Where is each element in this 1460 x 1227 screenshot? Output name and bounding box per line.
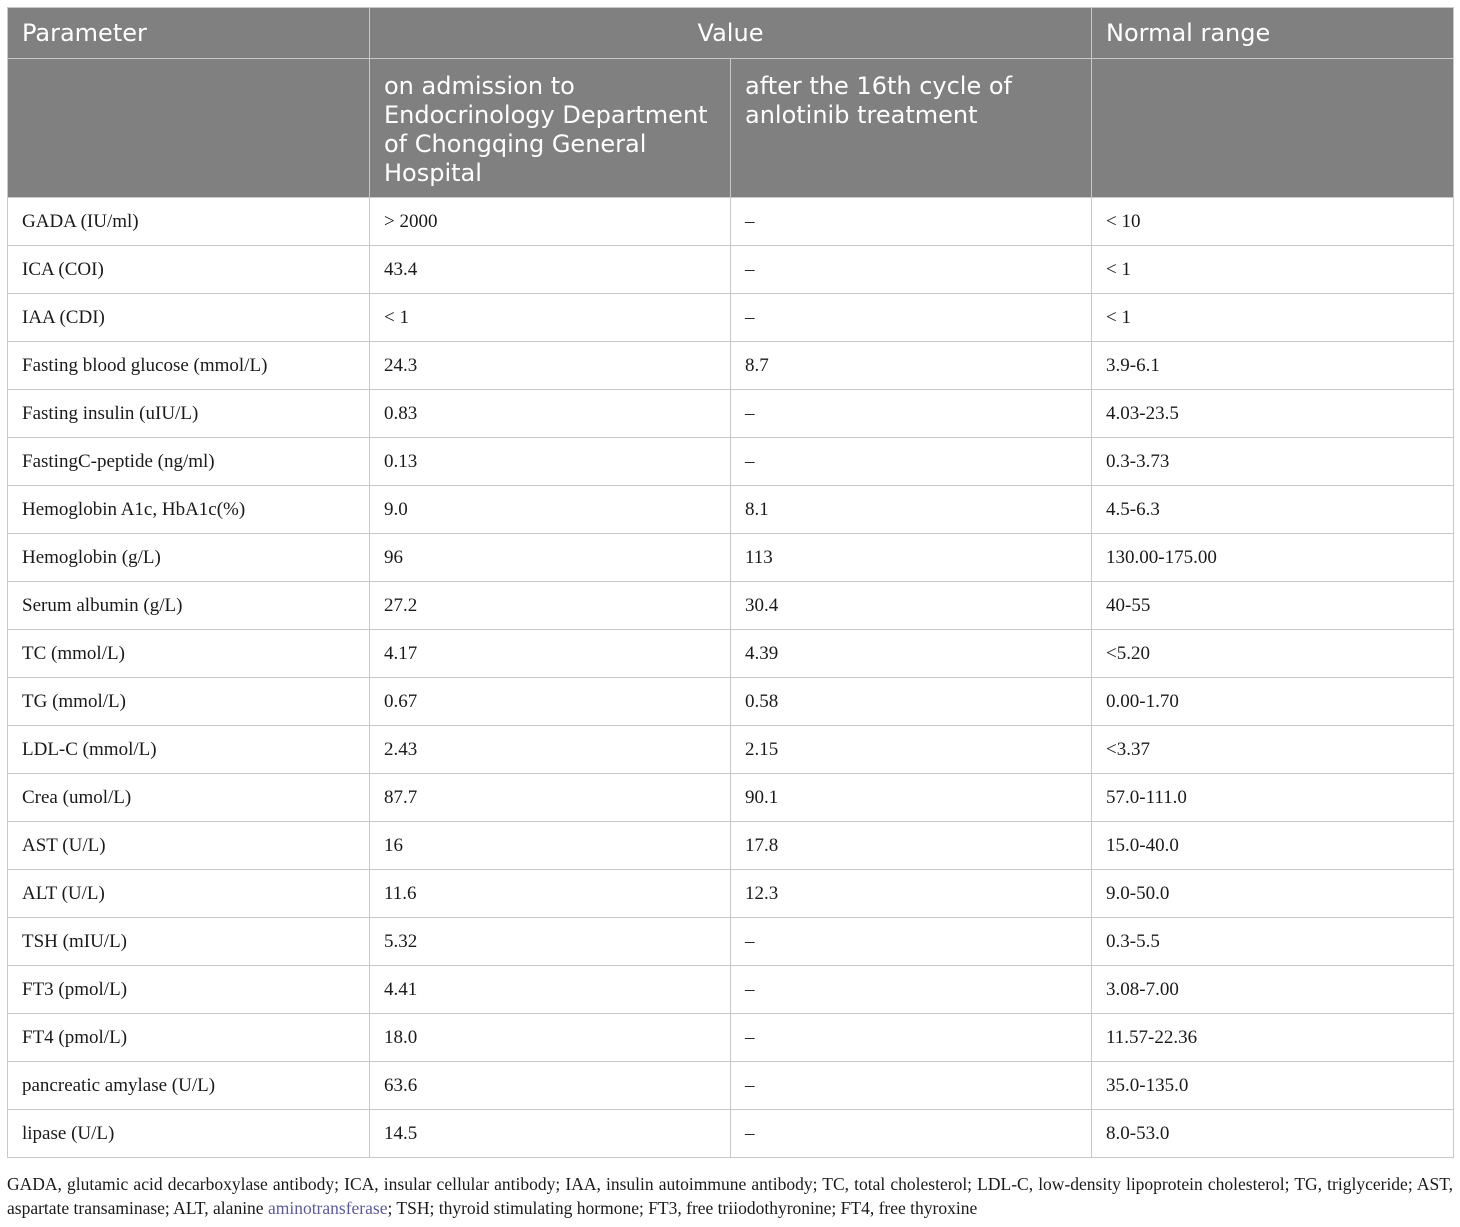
cell-parameter: Hemoglobin (g/L) — [8, 534, 370, 582]
cell-admission: 2.43 — [370, 726, 731, 774]
cell-normal: < 1 — [1092, 294, 1454, 342]
cell-admission: > 2000 — [370, 198, 731, 246]
cell-normal: 57.0-111.0 — [1092, 774, 1454, 822]
table-row — [8, 966, 1454, 1014]
cell-after: – — [731, 198, 1092, 246]
cell-admission: 5.32 — [370, 918, 731, 966]
table-row — [8, 726, 1454, 774]
cell-after: – — [731, 918, 1092, 966]
table-row — [8, 1110, 1454, 1158]
cell-normal: <5.20 — [1092, 630, 1454, 678]
header-row-1 — [8, 8, 1454, 59]
cell-normal: 0.3-3.73 — [1092, 438, 1454, 486]
cell-after: – — [731, 294, 1092, 342]
table-row — [8, 678, 1454, 726]
table-row — [8, 822, 1454, 870]
cell-after: – — [731, 1014, 1092, 1062]
cell-admission: 0.13 — [370, 438, 731, 486]
table-row — [8, 486, 1454, 534]
cell-parameter: FastingC-peptide (ng/ml) — [8, 438, 370, 486]
cell-normal: < 10 — [1092, 198, 1454, 246]
cell-after: – — [731, 246, 1092, 294]
table-row — [8, 246, 1454, 294]
cell-normal: 4.5-6.3 — [1092, 486, 1454, 534]
footnote-link-aminotransferase[interactable]: aminotransferase — [267, 1198, 388, 1218]
cell-normal: 3.08-7.00 — [1092, 966, 1454, 1014]
cell-normal: < 1 — [1092, 246, 1454, 294]
cell-parameter: AST (U/L) — [8, 822, 370, 870]
header-parameter: Parameter — [8, 8, 370, 59]
cell-admission: 96 — [370, 534, 731, 582]
cell-admission: 24.3 — [370, 342, 731, 390]
cell-normal: 8.0-53.0 — [1092, 1110, 1454, 1158]
cell-parameter: TG (mmol/L) — [8, 678, 370, 726]
cell-normal: 40-55 — [1092, 582, 1454, 630]
cell-parameter: Fasting blood glucose (mmol/L) — [8, 342, 370, 390]
footnote-text-start: GADA, glutamic acid decarboxylase antibody; ICA, insular cellular antibody; IAA, insulin autoimmune antibody; TC, total cholesterol; LDL-C, low-density lipoprotein cholesterol; TG, triglyceride; AST, aspartate transaminase; ALT, alanine — [7, 1174, 1453, 1218]
cell-after: – — [731, 1110, 1092, 1158]
cell-admission: 4.41 — [370, 966, 731, 1014]
cell-after: 17.8 — [731, 822, 1092, 870]
cell-admission: 87.7 — [370, 774, 731, 822]
header-value: Value — [370, 8, 1092, 59]
table-row — [8, 198, 1454, 246]
cell-parameter: ICA (COI) — [8, 246, 370, 294]
cell-admission: 16 — [370, 822, 731, 870]
table-row — [8, 1014, 1454, 1062]
cell-normal: 35.0-135.0 — [1092, 1062, 1454, 1110]
cell-after: 0.58 — [731, 678, 1092, 726]
header-normal-range: Normal range — [1092, 8, 1454, 59]
cell-admission: 27.2 — [370, 582, 731, 630]
cell-parameter: pancreatic amylase (U/L) — [8, 1062, 370, 1110]
header-after-cycle: after the 16th cycle of anlotinib treatment — [731, 59, 1092, 198]
cell-normal: 9.0-50.0 — [1092, 870, 1454, 918]
cell-after: 113 — [731, 534, 1092, 582]
cell-admission: 43.4 — [370, 246, 731, 294]
cell-admission: 0.83 — [370, 390, 731, 438]
cell-admission: 11.6 — [370, 870, 731, 918]
cell-admission: 9.0 — [370, 486, 731, 534]
table-row — [8, 534, 1454, 582]
cell-parameter: Crea (umol/L) — [8, 774, 370, 822]
cell-parameter: Serum albumin (g/L) — [8, 582, 370, 630]
cell-after: – — [731, 390, 1092, 438]
cell-after: 8.7 — [731, 342, 1092, 390]
cell-after: – — [731, 1062, 1092, 1110]
table-row — [8, 390, 1454, 438]
table-row — [8, 918, 1454, 966]
cell-after: 90.1 — [731, 774, 1092, 822]
header-empty-normal — [1092, 59, 1454, 198]
cell-normal: 0.00-1.70 — [1092, 678, 1454, 726]
table-row — [8, 438, 1454, 486]
cell-normal: 3.9-6.1 — [1092, 342, 1454, 390]
cell-parameter: LDL-C (mmol/L) — [8, 726, 370, 774]
cell-after: – — [731, 966, 1092, 1014]
cell-parameter: IAA (CDI) — [8, 294, 370, 342]
table-row — [8, 342, 1454, 390]
lab-results-table — [7, 7, 1454, 1158]
lab-results-table-wrapper — [7, 7, 1453, 1158]
cell-admission: 4.17 — [370, 630, 731, 678]
cell-parameter: TSH (mIU/L) — [8, 918, 370, 966]
cell-after: 12.3 — [731, 870, 1092, 918]
cell-admission: 0.67 — [370, 678, 731, 726]
cell-normal: 4.03-23.5 — [1092, 390, 1454, 438]
header-on-admission: on admission to Endocrinology Department of Chongqing General Hospital — [370, 59, 731, 198]
table-row — [8, 630, 1454, 678]
cell-parameter: Fasting insulin (uIU/L) — [8, 390, 370, 438]
cell-parameter: GADA (IU/ml) — [8, 198, 370, 246]
cell-normal: 0.3-5.5 — [1092, 918, 1454, 966]
table-row — [8, 774, 1454, 822]
cell-admission: 18.0 — [370, 1014, 731, 1062]
cell-parameter: ALT (U/L) — [8, 870, 370, 918]
cell-after: 2.15 — [731, 726, 1092, 774]
cell-normal: 130.00-175.00 — [1092, 534, 1454, 582]
table-row — [8, 1062, 1454, 1110]
cell-after: 4.39 — [731, 630, 1092, 678]
cell-admission: < 1 — [370, 294, 731, 342]
footnote-text-end: ; TSH; thyroid stimulating hormone; FT3, free triiodothyronine; FT4, free thyroxine — [387, 1198, 978, 1218]
table-row — [8, 294, 1454, 342]
cell-parameter: FT4 (pmol/L) — [8, 1014, 370, 1062]
cell-normal: 11.57-22.36 — [1092, 1014, 1454, 1062]
cell-parameter: lipase (U/L) — [8, 1110, 370, 1158]
cell-after: 30.4 — [731, 582, 1092, 630]
cell-admission: 14.5 — [370, 1110, 731, 1158]
cell-admission: 63.6 — [370, 1062, 731, 1110]
table-row — [8, 582, 1454, 630]
cell-normal: <3.37 — [1092, 726, 1454, 774]
table-row — [8, 870, 1454, 918]
header-empty-parameter — [8, 59, 370, 198]
cell-after: – — [731, 438, 1092, 486]
table-body — [8, 198, 1454, 1158]
cell-after: 8.1 — [731, 486, 1092, 534]
cell-parameter: FT3 (pmol/L) — [8, 966, 370, 1014]
header-row-2 — [8, 59, 1454, 198]
cell-parameter: Hemoglobin A1c, HbA1c(%) — [8, 486, 370, 534]
cell-normal: 15.0-40.0 — [1092, 822, 1454, 870]
cell-parameter: TC (mmol/L) — [8, 630, 370, 678]
table-footnote — [7, 1172, 1453, 1220]
